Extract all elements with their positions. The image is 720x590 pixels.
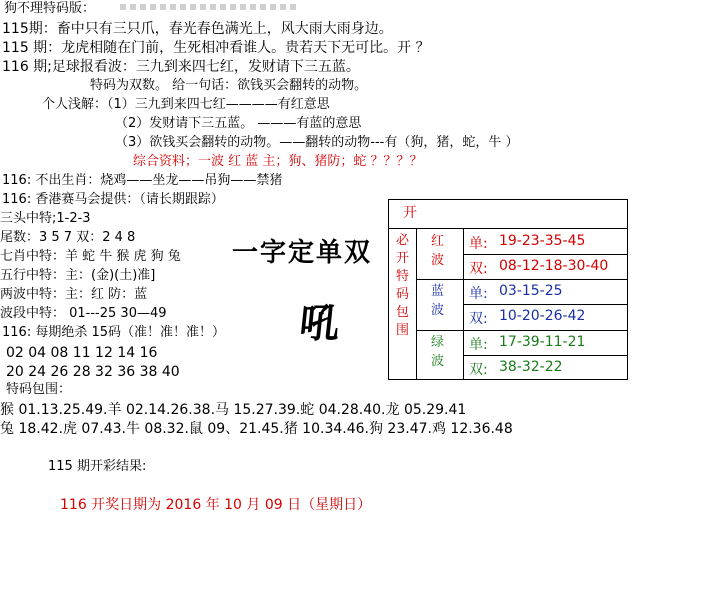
line-115a: 115期：畜中只有三只爪，春光春色满光上，风大雨大雨身边。 bbox=[2, 21, 393, 37]
line-juesha: 116: 每期绝杀 15码（准！准！准！） bbox=[2, 325, 225, 340]
green-even-label: 双: bbox=[469, 362, 488, 378]
red-even-label: 双: bbox=[469, 261, 488, 277]
blue-odd-label: 单: bbox=[469, 286, 488, 302]
table-open-label: 开 bbox=[403, 205, 417, 221]
line-result: 115 期开彩结果: bbox=[48, 459, 147, 474]
line-zonghe: 综合资料；一波 红 蓝 主；狗、猪防；蛇 ？？？？ bbox=[133, 154, 423, 169]
line-santou: 三头中特;1-2-3 bbox=[0, 211, 91, 226]
blue-wave-label: 蓝 波 bbox=[431, 284, 445, 318]
line-qixiao: 七肖中特：羊 蛇 牛 猴 虎 狗 兔 bbox=[0, 249, 181, 264]
table-side-label: 必 开 特 码 包 围 bbox=[396, 233, 410, 338]
brush-character: 吼 bbox=[297, 300, 343, 347]
line-116: 116 期;足球报看波：三九到来四七红，发财请下三五蓝。 bbox=[2, 59, 360, 75]
red-odd-label: 单: bbox=[469, 236, 488, 252]
header-title: 狗不理特码版： bbox=[4, 1, 96, 16]
red-wave-label: 红 波 bbox=[431, 234, 445, 268]
green-even-numbers: 38-32-22 bbox=[499, 359, 563, 375]
line-hk: 116: 香港赛马会提供：（请长期跟踪） bbox=[2, 192, 224, 207]
line-nums-1: 02 04 08 11 12 14 16 bbox=[6, 345, 158, 361]
header-bar bbox=[0, 2, 300, 16]
line-115b: 115 期：龙虎相随在门前，生死相冲看谁人。贵若天下无可比。开 ？ bbox=[2, 40, 430, 56]
line-weishu: 尾数：3 5 7 双：2 4 8 bbox=[0, 230, 136, 245]
line-nums-2: 20 24 26 28 32 36 38 40 bbox=[6, 364, 180, 380]
line-bao-2: 兔 18.42.虎 07.43.牛 08.32.鼠 09、21.45.猪 10.34.46.狗 23.47.鸡 12.36.48 bbox=[0, 421, 513, 437]
blue-even-label: 双: bbox=[469, 311, 488, 327]
header-ghost-line bbox=[120, 4, 300, 10]
line-bao-1: 猴 01.13.25.49.羊 02.14.26.38.马 15.27.39.蛇 04.28.40.龙 05.29.41 bbox=[0, 402, 467, 418]
line-jiexi-1: 个人浅解：（1）三九到来四七红————有红意思 bbox=[42, 97, 330, 112]
red-odd-numbers: 19-23-35-45 bbox=[499, 233, 586, 249]
line-boduan: 波段中特： 01---25 30—49 bbox=[0, 306, 167, 321]
special-code-table bbox=[388, 199, 628, 380]
line-jiexi-3: （3）欲钱买会翻转的动物。——翻转的动物---有（狗，猪，蛇，牛 ） bbox=[115, 135, 519, 150]
line-bao-title: 特码包围： bbox=[6, 382, 72, 397]
blue-odd-numbers: 03-15-25 bbox=[499, 283, 563, 299]
blue-even-numbers: 10-20-26-42 bbox=[499, 308, 586, 324]
green-odd-label: 单: bbox=[469, 337, 488, 353]
green-odd-numbers: 17-39-11-21 bbox=[499, 334, 586, 350]
line-buchu: 116: 不出生肖：烧鸡——坐龙——吊狗——禁猪 bbox=[2, 173, 283, 188]
stamp-text: 一字定单双 bbox=[232, 238, 373, 268]
line-liangbo: 两波中特：主：红 防：蓝 bbox=[0, 287, 148, 302]
line-date: 116 开奖日期为 2016 年 10 月 09 日（星期日） bbox=[60, 497, 372, 513]
line-jiexi-2: （2）发财请下三五蓝。 ———有蓝的意思 bbox=[115, 116, 362, 131]
red-even-numbers: 08-12-18-30-40 bbox=[499, 258, 609, 274]
line-wuxing: 五行中特：主：(金)(土)准] bbox=[0, 268, 156, 283]
green-wave-label: 绿 波 bbox=[431, 335, 445, 369]
line-tema: 特码为双数。 给一句话：欲钱买会翻转的动物。 bbox=[90, 78, 368, 93]
